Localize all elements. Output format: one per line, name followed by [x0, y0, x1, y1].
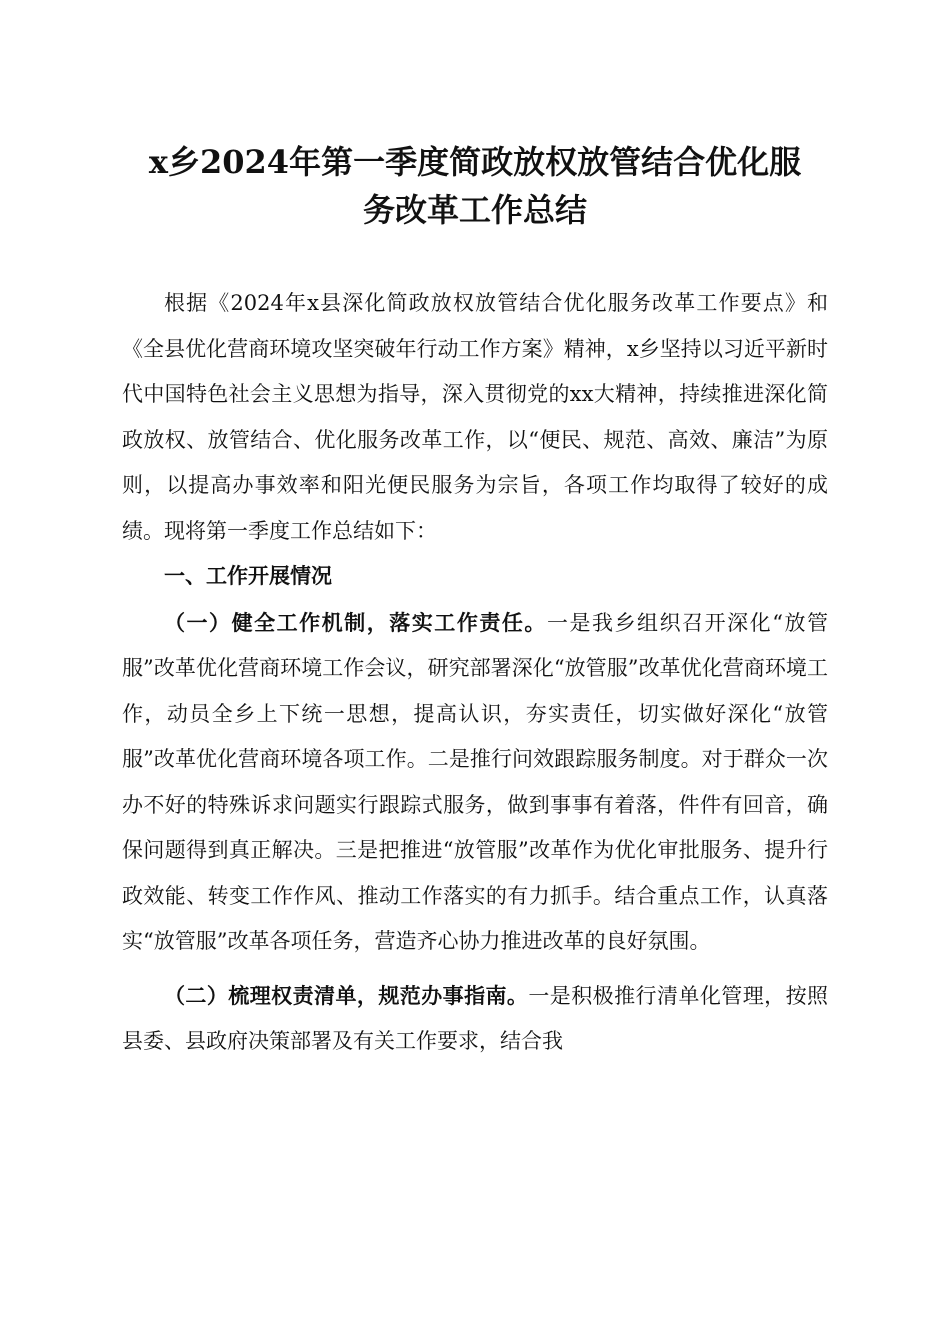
- title-line-2: 务改革工作总结: [362, 191, 587, 229]
- document-title: [100, 138, 850, 234]
- title-line-1: x乡2024年第一季度简政放权放管结合优化服: [148, 143, 802, 181]
- item-2-paragraph: [122, 973, 828, 1065]
- section-heading: 一、工作开展情况: [164, 564, 332, 588]
- item-2-body: 一是积极推行清单化管理，按照县委、县政府决策部署及有关工作要求，结合我: [122, 983, 829, 1053]
- item-1-heading: （一）健全工作机制，落实工作责任。: [164, 609, 547, 635]
- item-1-paragraph: [122, 600, 828, 965]
- intro-paragraph: 根据《2024年x县深化简政放权放管结合优化服务改革工作要点》和《全县优化营商环境攻坚突破年行动工作方案》精神，x乡坚持以习近平新时代中国特色社会主义思想为指导，深入贯彻党的xx大精神，持续推进深化简政放权、放管结合、优化服务改革工作，以“便民、规范、高效、廉洁”为原则，以提高办事效率和阳光便民服务为宗旨，各项工作均取得了较好的成绩。现将第一季度工作总结如下：: [122, 291, 828, 543]
- item-2-heading: （二）梳理权责清单，规范办事指南。: [164, 982, 529, 1008]
- item-1-body: 一是我乡组织召开深化“放管服”改革优化营商环境工作会议，研究部署深化“放管服”改革优化营商环境工作，动员全乡上下统一思想，提高认识，夯实责任，切实做好深化“放管服”改革优化营商环境各项工作。二是推行问效跟踪服务制度。对于群众一次办不好的特殊诉求问题实行跟踪式服务，做到事事有着落，件件有回音，确保问题得到真正解决。三是把推进“放管服”改革作为优化审批服务、提升行政效能、转变工作作风、推动工作落实的有力抓手。结合重点工作，认真落实“放管服”改革各项任务，营造齐心协力推进改革的良好氛围。: [122, 610, 828, 953]
- document-body: [122, 281, 828, 1065]
